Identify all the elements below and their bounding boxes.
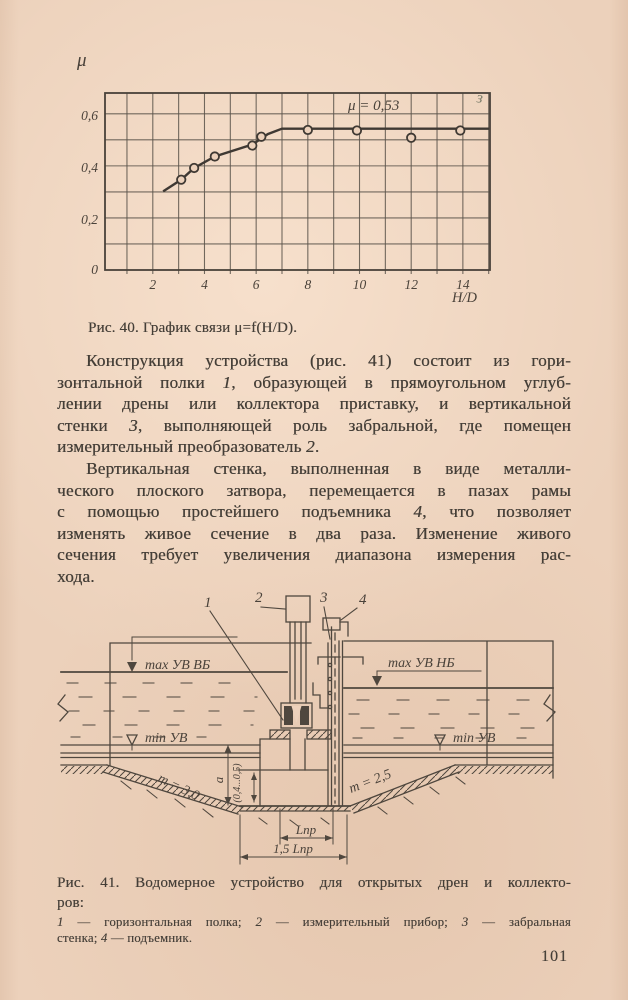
break-mark-left	[58, 695, 68, 721]
text-line: Конструкция устройства (рис. 41) состоит из гори-	[86, 351, 571, 370]
figure40-caption: Рис. 40. График связи μ=f(H/D).	[88, 320, 298, 336]
slope-label-left: m = 3,0	[155, 771, 202, 804]
chart-x-axis-title: H/D	[452, 290, 477, 306]
svg-text:0: 0	[91, 262, 98, 277]
dim-15lpr-label: 1,5 Lпр	[273, 841, 313, 856]
guide-arm	[318, 657, 363, 664]
text-line: с помощью простейшего подъемника 4, что позволяет	[57, 502, 572, 522]
max-level-label-right: max УВ НБ	[388, 656, 455, 671]
min-level-triangle-right	[435, 735, 445, 745]
chart-series	[163, 126, 489, 192]
slope-label-right: m = 2,5	[347, 766, 394, 797]
figure40-chart	[55, 48, 515, 310]
dim-a-label: a	[211, 776, 226, 784]
max-level-triangle-right	[372, 676, 382, 686]
svg-text:0,2: 0,2	[81, 211, 98, 227]
part-label-3: 3	[320, 590, 328, 606]
text-line: хода.	[57, 566, 95, 586]
text-line: сечения требует увеличения диапазона измерения рас-	[57, 545, 571, 565]
part-label-4: 4	[359, 592, 367, 608]
max-level-triangle-left	[127, 662, 137, 672]
min-level-triangle-left	[127, 735, 137, 745]
ground	[61, 765, 553, 826]
svg-text:12: 12	[404, 277, 418, 292]
svg-text:6: 6	[252, 277, 260, 292]
frame-step	[313, 683, 327, 708]
text-line: зонтальной полки 1, образующей в прямоугольном углуб-	[57, 372, 571, 392]
max-level-label-left: max УВ ВБ	[145, 658, 211, 673]
min-level-label-left: min УВ	[145, 731, 188, 746]
figure41-caption	[57, 874, 571, 913]
dim-lpr-label: Lпр	[295, 822, 317, 837]
instrument-box	[286, 596, 310, 622]
body-text	[57, 350, 571, 588]
svg-text:8: 8	[304, 277, 312, 292]
text-line: стенки 3, выполняющей роль забральной, где помещен	[57, 415, 571, 435]
chart-annotation: μ = 0,53	[348, 97, 400, 114]
text-line: ров:	[57, 894, 85, 911]
text-line: Рис. 41. Водомерное устройство для открытых дрен и коллекто-	[57, 875, 571, 891]
svg-text:0,6: 0,6	[81, 107, 98, 123]
svg-text:4: 4	[201, 277, 208, 292]
svg-text:2: 2	[149, 277, 157, 292]
handwritten-mark: з	[475, 89, 484, 107]
text-line: 1 — горизонтальная полка; 2 — измерительный прибор; 3 — забральная	[57, 915, 571, 929]
text-line: стенка; 4 — подъемник.	[57, 930, 193, 945]
page-number: 101	[541, 948, 568, 965]
text-line: изменять живое сечение в два раза. Изменение живого	[57, 523, 571, 543]
dim-a-range-label: (0,4...0,5)	[232, 763, 243, 803]
text-line: ческого плоского затвора, перемещается в пазах рамы	[57, 480, 571, 500]
text-line: лении дрены или коллектора приставку, и вертикальной	[57, 394, 571, 414]
svg-text:10: 10	[352, 277, 367, 292]
measuring-structure	[260, 596, 363, 806]
chart-grid	[105, 93, 490, 274]
figure41-legend	[57, 915, 571, 946]
chart-y-axis-title: μ	[77, 50, 87, 71]
part-label-1: 1	[204, 595, 212, 611]
svg-text:14: 14	[456, 277, 470, 292]
svg-text:0,4: 0,4	[81, 159, 98, 175]
figure41-diagram	[57, 587, 573, 875]
part-label-2: 2	[255, 590, 263, 606]
horizontal-shelf	[270, 730, 290, 739]
text-line: Вертикальная стенка, выполненная в виде металли-	[86, 458, 571, 478]
text-line: измерительный преобразователь 2.	[57, 437, 320, 457]
min-level-label-right: min УВ	[453, 731, 496, 746]
